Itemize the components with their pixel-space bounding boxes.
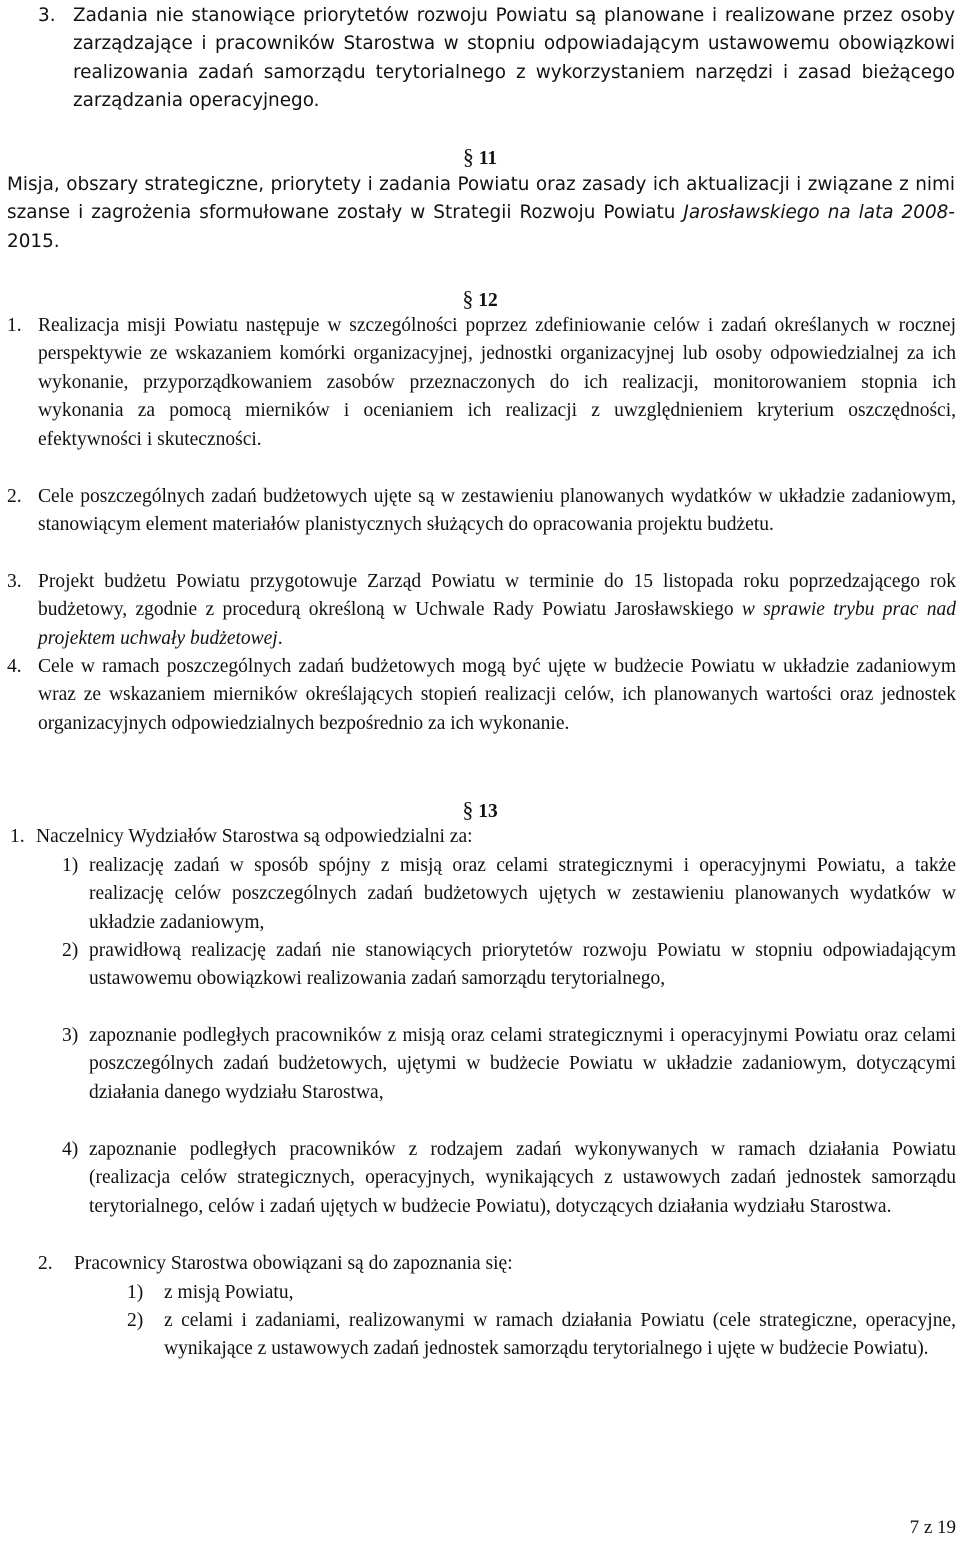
subitem-number: 3) xyxy=(62,1025,79,1046)
page-number: 7 z 19 xyxy=(909,1517,956,1538)
subitem-number: 2) xyxy=(127,1310,144,1331)
paragraph-number: 2. xyxy=(38,1253,53,1274)
paragraph-intro: Pracownicy Starostwa obowiązani są do zapoznania się: xyxy=(74,1253,513,1274)
item-text: Cele w ramach poszczególnych zadań budżetowych mogą być ujęte w budżecie Powiatu w układzie zadaniowym wraz ze wskazaniem mierników określających stopień realizacji celów, ich planowanych wartości oraz jednostek organizacyjnych odpowiedzialnych bezpośrednio za ich wykonanie. xyxy=(38,656,956,734)
subitem-number: 1) xyxy=(127,1282,144,1303)
subitem-text: realizację zadań w sposób spójny z misją oraz celami strategicznymi i operacyjnymi Powiatu, a także realizację celów poszczególnych zadań budżetowych ujętych w zestawieniu planowanych wydatków w układzie zadaniowym, xyxy=(89,855,956,933)
subitem-text: z misją Powiatu, xyxy=(164,1282,294,1303)
paragraph-number: 1. xyxy=(10,826,25,847)
subitem-text: zapoznanie podległych pracowników z misją oraz celami strategicznymi i operacyjnymi Powiatu oraz celami poszczególnych zadań budżetowych, ujętymi w budżecie Powiatu w układzie zadaniowym, dotyczącymi działania danego wydziału Starostwa, xyxy=(89,1025,956,1103)
item-text: Cele poszczególnych zadań budżetowych ujęte są w zestawieniu planowanych wydatków w układzie zadaniowym, stanowiącym element materiałów planistycznych służących do opracowania projektu budżetu. xyxy=(38,486,956,536)
subitem-number: 1) xyxy=(62,855,79,876)
subitem-number: 4) xyxy=(62,1139,79,1160)
subitem-text: prawidłową realizację zadań nie stanowiących priorytetów rozwoju Powiatu w stopniu odpowiadającym ustawowemu obowiązkowi realizowania zadań samorządu terytorialnego, xyxy=(89,940,956,990)
subitem-text: zapoznanie podległych pracowników z rodzajem zadań wykonywanych w ramach działania Powiatu (realizacja celów strategicznych, operacyjnych, wynikających z ustawowych zadań jednostek samorządu terytorialnego, celów i zadań ujętych w budżecie Powiatu), dotyczących działania wydziału Starostwa. xyxy=(89,1139,956,1217)
section-heading-12 xyxy=(0,285,960,315)
section-symbol: § xyxy=(462,797,474,822)
item-number: 3. xyxy=(7,571,22,592)
section-number: 11 xyxy=(478,148,498,169)
section-number: 13 xyxy=(478,801,498,822)
section-symbol: § xyxy=(462,144,474,169)
paragraph-number: 3. xyxy=(38,5,56,26)
item-number: 1. xyxy=(7,315,22,336)
item-number: 4. xyxy=(7,656,22,677)
item-text: Realizacja misji Powiatu następuje w szczególności poprzez zdefiniowanie celów i zadań określanych w rocznej perspektywie ze wskazaniem komórki organizacyjnej, jednostki organizacyjnej lub osoby odpowiedzialnej za ich wykonanie, przyporządkowaniem zasobów przeznaczonych do ich realizacji, monitorowaniem stopnia ich wykonania za pomocą mierników i ocenianiem ich realizacji z uwzględnieniem kryterium oszczędności, efektywności i skuteczności. xyxy=(38,315,956,450)
item-text: Projekt budżetu Powiatu przygotowuje Zarząd Powiatu w terminie do 15 listopada roku poprzedzającego rok budżetowy, zgodnie z procedurą określoną w Uchwale Rady Powiatu Jarosławskiego w sprawie trybu prac nad projektem uchwały budżetowej. xyxy=(38,571,956,649)
paragraph-intro: Naczelnicy Wydziałów Starostwa są odpowiedzialni za: xyxy=(36,826,473,847)
section-heading-13 xyxy=(0,796,960,826)
section-11-text: Misja, obszary strategiczne, priorytety i zadania Powiatu oraz zasady ich aktualizacji i związane z nimi szanse i zagrożenia sformułowane zostały w Strategii Rozwoju Powiatu Jarosławskiego na lata 2008-2015. xyxy=(7,174,955,252)
item-number: 2. xyxy=(7,486,22,507)
paragraph-text: Zadania nie stanowiące priorytetów rozwoju Powiatu są planowane i realizowane przez osoby zarządzające i pracowników Starostwa w stopniu odpowiadającym ustawowemu obowiązkowi realizowania zadań samorządu terytorialnego z wykorzystaniem narzędzi i zasad bieżącego zarządzania operacyjnego. xyxy=(73,5,955,112)
subitem-number: 2) xyxy=(62,940,79,961)
section-number: 12 xyxy=(478,290,498,311)
subitem-text: z celami i zadaniami, realizowanymi w ramach działania Powiatu (cele strategiczne, operacyjne, wynikające z ustawowych zadań jednostek samorządu terytorialnego i ujęte w budżecie Powiatu). xyxy=(164,1310,956,1360)
section-symbol: § xyxy=(462,286,474,311)
section-heading-11 xyxy=(0,143,960,173)
